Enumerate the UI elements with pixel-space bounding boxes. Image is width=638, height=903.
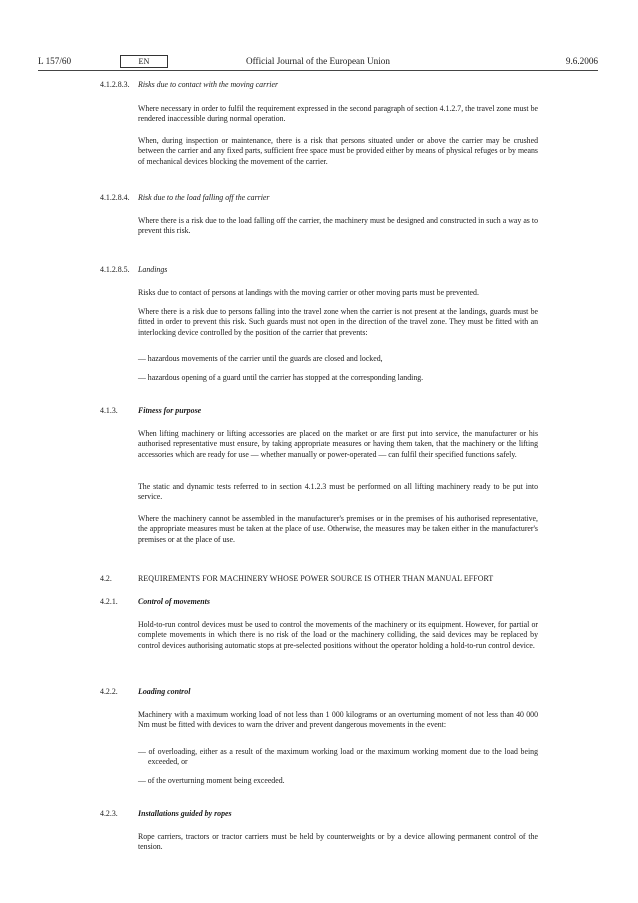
list-item: — of the overturning moment being exceeded.	[138, 776, 285, 785]
paragraph: Where there is a risk due to persons falling into the travel zone when the carrier is not present at the landings, guards must be fitted in order to prevent this risk. Such guards must not open in the direction of the travel zone. They must be fitted with an interlocking device controlled by the position of the carrier that prevents:	[138, 307, 538, 337]
section-number: 4.1.2.8.5.	[100, 265, 130, 274]
section-title: Risk due to the load falling off the carrier	[138, 193, 270, 202]
section-title: Loading control	[138, 687, 191, 696]
page-header	[38, 56, 598, 70]
section-number: 4.2.	[100, 574, 112, 583]
paragraph: The static and dynamic tests referred to in section 4.1.2.3 must be performed on all lifting machinery ready to be put into service.	[138, 482, 538, 502]
section-title: Risks due to contact with the moving carrier	[138, 80, 279, 89]
list-item: — hazardous opening of a guard until the carrier has stopped at the corresponding landing.	[138, 373, 424, 382]
section-number: 4.2.1.	[100, 597, 118, 606]
publication-date: 9.6.2006	[565, 56, 598, 66]
journal-title: Official Journal of the European Union	[246, 56, 390, 66]
section-title: Installations guided by ropes	[138, 809, 232, 818]
section-title: Control of movements	[138, 597, 210, 606]
section-title: Fitness for purpose	[138, 406, 202, 415]
paragraph: Rope carriers, tractors or tractor carriers must be held by counterweights or by a device allowing permanent control of the tension.	[138, 832, 538, 852]
list-item: — of overloading, either as a result of the maximum working load or the maximum working moment due to the load being exceeded, or	[138, 747, 538, 767]
language-badge: EN	[120, 55, 168, 68]
section-number: 4.2.2.	[100, 687, 118, 696]
paragraph: Where the machinery cannot be assembled in the manufacturer's premises or in the premises of his authorised representative, the appropriate measures must be taken at the place of use. Otherwise, the measures may be taken either in the manufacturer's premises or at the place of use.	[138, 514, 538, 544]
paragraph: Where necessary in order to fulfil the requirement expressed in the second paragraph of section 4.1.2.7, the travel zone must be rendered inaccessible during normal operation.	[138, 104, 538, 124]
section-number: 4.1.2.8.4.	[100, 193, 130, 202]
section-number: 4.1.3.	[100, 406, 118, 415]
section-number: 4.2.3.	[100, 809, 118, 818]
paragraph: When, during inspection or maintenance, there is a risk that persons situated under or above the carrier may be crushed between the carrier and any fixed parts, sufficient free space must be provided either by means of physical refuges or by means of mechanical devices blocking the movement of the carrier.	[138, 136, 538, 166]
paragraph: Machinery with a maximum working load of not less than 1 000 kilograms or an overturning moment of not less than 40 000 Nm must be fitted with devices to warn the driver and prevent dangerous movements in the event:	[138, 710, 538, 730]
section-number: 4.1.2.8.3.	[100, 80, 130, 89]
paragraph: When lifting machinery or lifting accessories are placed on the market or are first put into service, the manufacturer or his authorised representative must ensure, by taking appropriate measures or having them taken, that the machinery or the lifting accessories which are ready for use — whether manually or power-operated — can fulfil their specified functions safely.	[138, 429, 538, 459]
header-rule	[38, 70, 598, 71]
section-title: REQUIREMENTS FOR MACHINERY WHOSE POWER SOURCE IS OTHER THAN MANUAL EFFORT	[138, 574, 494, 583]
paragraph: Where there is a risk due to the load falling off the carrier, the machinery must be designed and constructed in such a way as to prevent this risk.	[138, 216, 538, 236]
paragraph: Risks due to contact of persons at landings with the moving carrier or other moving parts must be prevented.	[138, 288, 479, 297]
page-reference: L 157/60	[38, 56, 72, 66]
paragraph: Hold-to-run control devices must be used to control the movements of the machinery or its equipment. However, for partial or complete movements in which there is no risk of the load or the machinery colliding, the said devices may be replaced by control devices authorising automatic stops at pre-selected positions without the operator holding a hold-to-run control device.	[138, 620, 538, 650]
section-title: Landings	[138, 265, 168, 274]
list-item: — hazardous movements of the carrier until the guards are closed and locked,	[138, 354, 383, 363]
